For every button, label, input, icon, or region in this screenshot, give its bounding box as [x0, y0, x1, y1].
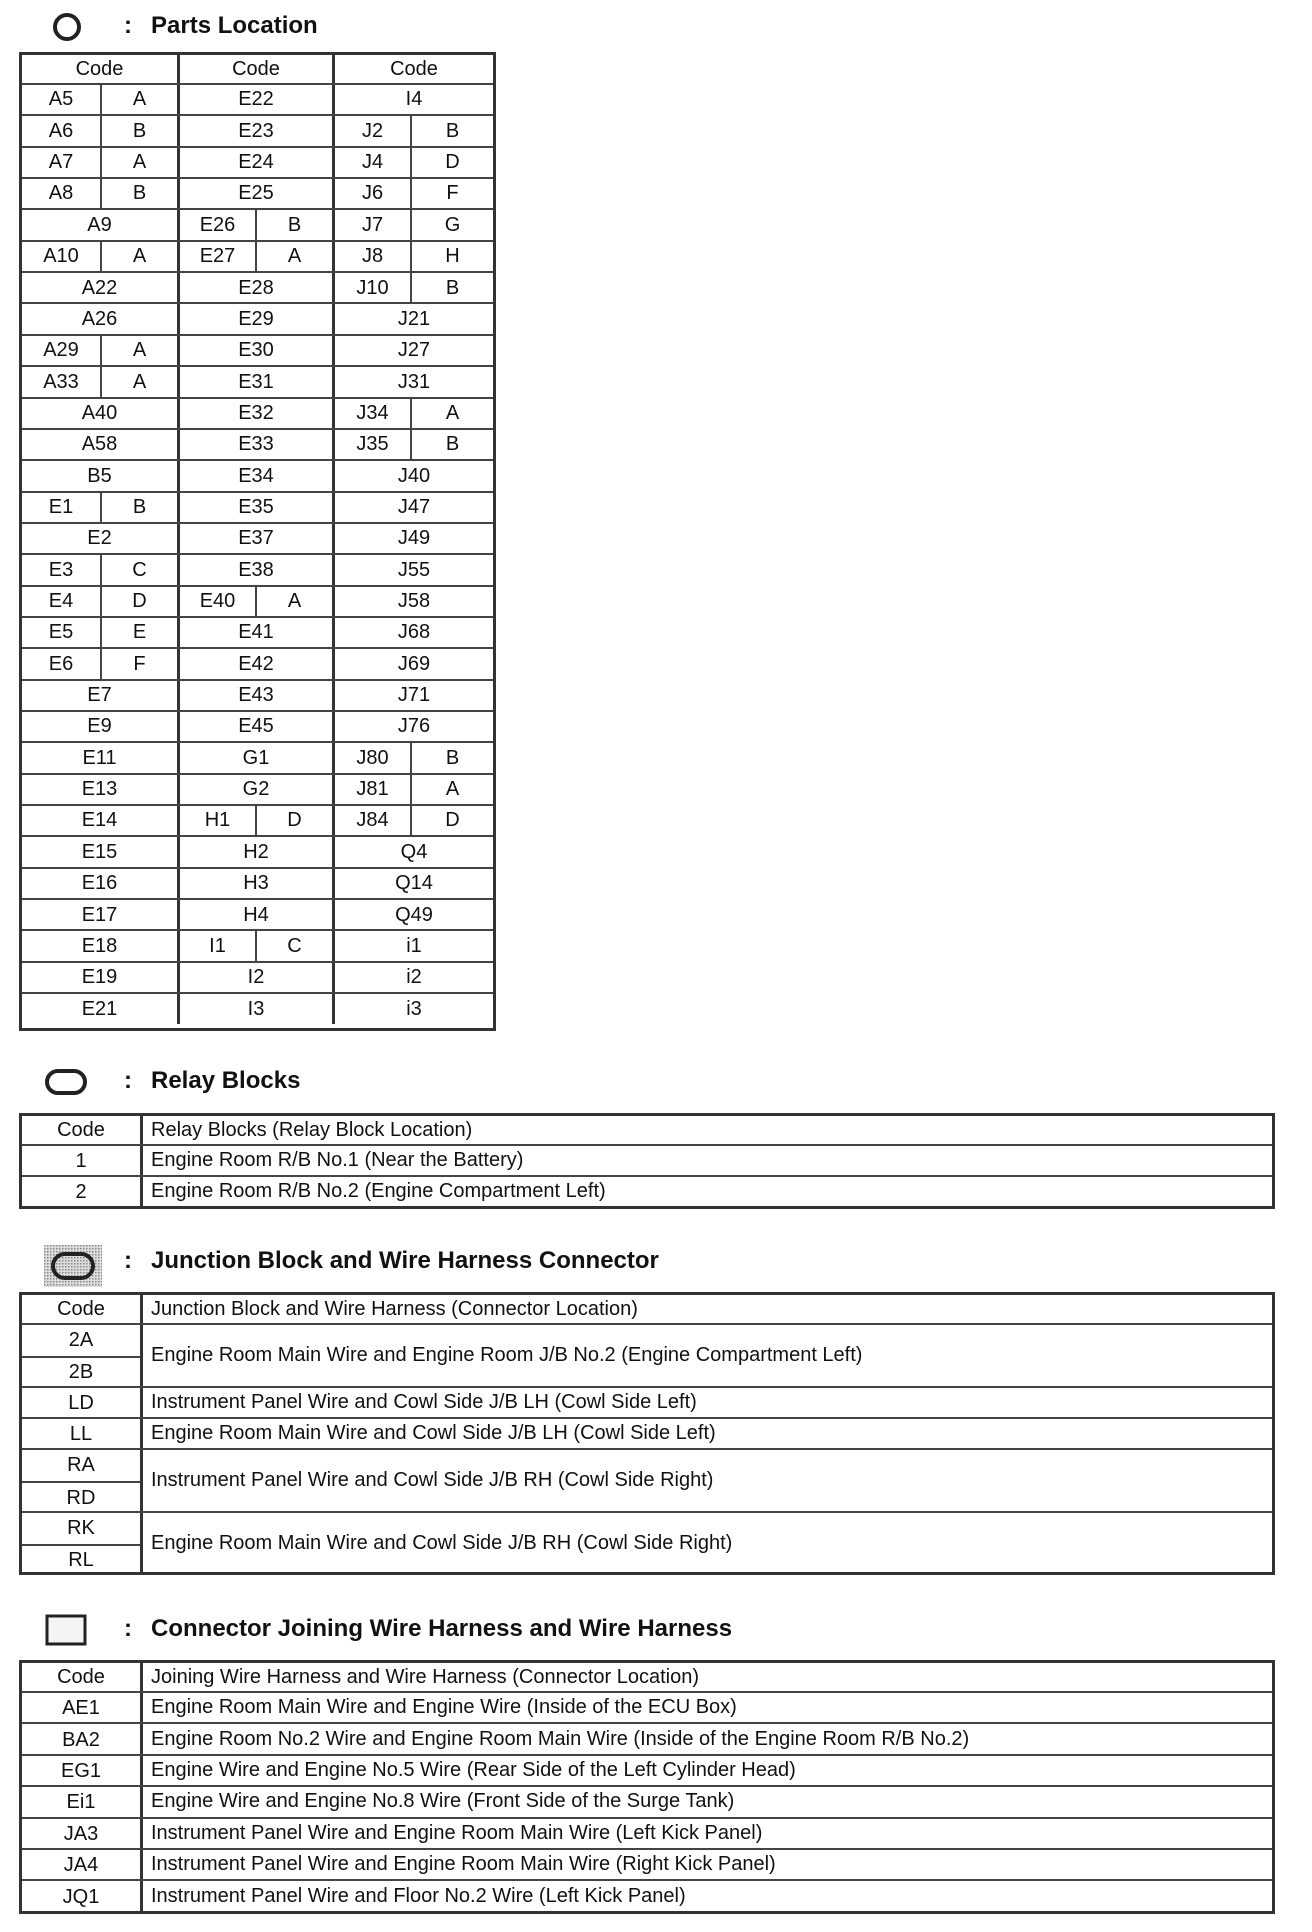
joining-row: [22, 1817, 1272, 1848]
connector-location-letter: B: [100, 179, 177, 209]
connector-code: E29: [177, 304, 332, 334]
location-description: Engine Room R/B No.1 (Near the Battery): [140, 1146, 1272, 1175]
connector-code: J10: [332, 273, 410, 303]
connector-code: E1: [48, 495, 74, 518]
parts-location-table: [19, 52, 496, 1031]
connector-code: I3: [177, 994, 332, 1024]
connector-code: E34: [177, 461, 332, 491]
connector-code: I1: [177, 931, 255, 961]
parts-row: [22, 961, 493, 993]
connector-code: E14: [81, 809, 118, 832]
connector-code: E24: [177, 148, 332, 178]
code-cell: BA2: [62, 1728, 100, 1751]
connector-code: A6: [48, 119, 74, 142]
junction-block-table: [19, 1292, 1275, 1575]
connector-code: E40: [177, 587, 255, 617]
connector-location-letter: G: [410, 210, 493, 240]
connector-location-letter: A: [100, 336, 177, 366]
connector-code: E23: [177, 116, 332, 146]
junction-title: Junction Block and Wire Harness Connector: [151, 1247, 659, 1274]
connector-code: E22: [177, 85, 332, 115]
connector-location-letter: F: [410, 179, 493, 209]
rounded-rect-icon: [44, 1067, 88, 1097]
connector-code: A8: [48, 182, 74, 205]
parts-row: [22, 710, 493, 742]
parts-row: [22, 679, 493, 711]
code-cell-group: [22, 1146, 140, 1175]
connector-code: E7: [87, 684, 112, 707]
connector-location-letter: A: [100, 85, 177, 115]
connector-code: E30: [177, 336, 332, 366]
parts-row: [22, 428, 493, 460]
square-icon: [44, 1613, 88, 1647]
parts-row: [22, 867, 493, 899]
connector-code: E11: [82, 746, 117, 769]
connector-code: E9: [87, 715, 112, 738]
connector-code: A22: [81, 276, 118, 299]
code-cell-group: [22, 1177, 140, 1206]
connector-code: E6: [48, 652, 74, 675]
junction-row: [22, 1448, 1272, 1511]
connector-code: E17: [81, 903, 118, 926]
junction-colon: :: [124, 1247, 132, 1274]
column-header: Code: [177, 55, 332, 83]
connector-location-letter: B: [410, 430, 493, 460]
parts-row: [22, 491, 493, 523]
connector-code: J84: [332, 806, 410, 836]
connector-code: H4: [177, 900, 332, 930]
connector-location-letter: A: [255, 242, 332, 272]
location-description: Instrument Panel Wire and Cowl Side J/B LH (Cowl Side Left): [140, 1388, 1272, 1417]
parts-header-row: [22, 55, 493, 83]
connector-code: Q49: [332, 900, 493, 930]
parts-row: [22, 616, 493, 648]
code-cell: JA3: [63, 1822, 99, 1845]
code-cell-group: [22, 1787, 140, 1816]
connector-location-letter: C: [100, 555, 177, 585]
joining-title: Connector Joining Wire Harness and Wire Harness: [151, 1615, 733, 1642]
connector-location-letter: A: [410, 775, 493, 805]
joining-connector-table: [19, 1660, 1275, 1914]
connector-code: A5: [48, 88, 74, 111]
connector-code: J7: [332, 210, 410, 240]
connector-code: A29: [43, 339, 79, 362]
connector-code: E13: [81, 778, 118, 801]
connector-code: H2: [177, 837, 332, 867]
connector-code: J47: [332, 493, 493, 523]
location-description: Engine Room Main Wire and Cowl Side J/B LH (Cowl Side Left): [140, 1419, 1272, 1448]
relay-row: [22, 1144, 1272, 1175]
connector-location-letter: B: [410, 116, 493, 146]
parts-row: [22, 208, 493, 240]
connector-code: J6: [332, 179, 410, 209]
parts-row: [22, 929, 493, 961]
connector-code: E38: [177, 555, 332, 585]
parts-row: [22, 898, 493, 930]
code-cell-group: [22, 1756, 140, 1785]
parts-row: [22, 334, 493, 366]
code-cell: 2A: [68, 1329, 94, 1352]
code-cell-group: [22, 1450, 140, 1511]
code-cell: 2B: [22, 1356, 140, 1387]
code-column-header: Code: [57, 1297, 105, 1320]
joining-header-row: [22, 1663, 1272, 1691]
connector-code: I4: [332, 85, 493, 115]
column-header: Code: [332, 55, 493, 83]
connector-code: E42: [177, 649, 332, 679]
parts-row: [22, 585, 493, 617]
parts-colon: :: [124, 12, 132, 39]
connector-code: J8: [332, 242, 410, 272]
connector-code: E45: [177, 712, 332, 742]
code-cell-group: [22, 1513, 140, 1574]
connector-code: J71: [332, 681, 493, 711]
connector-location-letter: A: [100, 242, 177, 272]
code-cell: JQ1: [62, 1885, 100, 1908]
location-description: Instrument Panel Wire and Floor No.2 Wire (Left Kick Panel): [140, 1881, 1272, 1910]
connector-location-letter: D: [410, 806, 493, 836]
relay-colon: :: [124, 1067, 132, 1094]
connector-location-letter: A: [255, 587, 332, 617]
code-cell: RA: [67, 1454, 95, 1477]
connector-location-letter: D: [255, 806, 332, 836]
connector-location-letter: D: [410, 148, 493, 178]
connector-code: J80: [332, 743, 410, 773]
connector-code: B5: [87, 464, 112, 487]
code-cell-group: [22, 1850, 140, 1879]
connector-code: A26: [81, 307, 118, 330]
location-description: Instrument Panel Wire and Cowl Side J/B RH (Cowl Side Right): [140, 1450, 1272, 1511]
connector-location-letter: D: [100, 587, 177, 617]
junction-row: [22, 1511, 1272, 1574]
code-cell: EG1: [60, 1759, 102, 1782]
code-cell: LL: [69, 1423, 93, 1446]
parts-row: [22, 992, 493, 1024]
code-cell-group: [22, 1325, 140, 1386]
code-cell: RL: [22, 1544, 140, 1575]
connector-code: Q14: [332, 869, 493, 899]
connector-code: J69: [332, 649, 493, 679]
connector-code: H1: [177, 806, 255, 836]
connector-code: A7: [48, 151, 74, 174]
connector-location-letter: A: [100, 148, 177, 178]
circle-icon: [48, 12, 86, 42]
junction-row: [22, 1323, 1272, 1386]
connector-code: J21: [332, 304, 493, 334]
location-description: Engine Room Main Wire and Engine Wire (Inside of the ECU Box): [140, 1693, 1272, 1722]
parts-row: [22, 177, 493, 209]
connector-code: E15: [81, 840, 118, 863]
connector-code: G1: [177, 743, 332, 773]
parts-row: [22, 146, 493, 178]
connector-code: Q4: [332, 837, 493, 867]
connector-code: J81: [332, 775, 410, 805]
connector-code: J49: [332, 524, 493, 554]
code-cell-group: [22, 1388, 140, 1417]
connector-code: H3: [177, 869, 332, 899]
junction-row: [22, 1386, 1272, 1417]
connector-code: J58: [332, 587, 493, 617]
connector-code: i3: [332, 994, 493, 1024]
code-cell-group: [22, 1724, 140, 1753]
location-description: Engine Room R/B No.2 (Engine Compartment Left): [140, 1177, 1272, 1206]
connector-code: J2: [332, 116, 410, 146]
shaded-rounded-rect-icon: [44, 1245, 102, 1287]
parts-row: [22, 271, 493, 303]
parts-title: Parts Location: [151, 12, 318, 39]
code-cell: Ei1: [66, 1791, 96, 1814]
code-cell-group: [22, 1819, 140, 1848]
joining-row: [22, 1785, 1272, 1816]
connector-code: E5: [48, 621, 74, 644]
location-column-header: Joining Wire Harness and Wire Harness (Connector Location): [140, 1663, 1272, 1691]
connector-code: E16: [81, 872, 118, 895]
connector-code: E25: [177, 179, 332, 209]
connector-location-letter: B: [100, 493, 177, 523]
code-cell-group: [22, 1881, 140, 1910]
connector-location-letter: B: [100, 116, 177, 146]
parts-row: [22, 804, 493, 836]
joining-row: [22, 1754, 1272, 1785]
location-description: Engine Wire and Engine No.5 Wire (Rear Side of the Left Cylinder Head): [140, 1756, 1272, 1785]
parts-row: [22, 647, 493, 679]
connector-code: J4: [332, 148, 410, 178]
location-column-header: Junction Block and Wire Harness (Connector Location): [140, 1295, 1272, 1323]
connector-code: E43: [177, 681, 332, 711]
connector-location-letter: A: [410, 399, 493, 429]
connector-code: J55: [332, 555, 493, 585]
connector-code: J31: [332, 367, 493, 397]
connector-location-letter: H: [410, 242, 493, 272]
parts-row: [22, 459, 493, 491]
connector-code: J27: [332, 336, 493, 366]
connector-location-letter: B: [410, 743, 493, 773]
connector-code: A58: [81, 433, 118, 456]
column-header: Code: [75, 57, 124, 80]
relay-header-row: [22, 1116, 1272, 1144]
code-column-header: Code: [57, 1118, 105, 1141]
parts-row: [22, 741, 493, 773]
connector-code: E27: [177, 242, 255, 272]
junction-row: [22, 1417, 1272, 1448]
connector-code: E37: [177, 524, 332, 554]
connector-location-letter: C: [255, 931, 332, 961]
connector-code: E31: [177, 367, 332, 397]
connector-code: A33: [43, 370, 79, 393]
connector-location-letter: B: [255, 210, 332, 240]
connector-code: E28: [177, 273, 332, 303]
connector-code: i2: [332, 963, 493, 993]
connector-code: E19: [81, 966, 118, 989]
connector-code: E32: [177, 399, 332, 429]
connector-code: A9: [87, 213, 112, 236]
joining-row: [22, 1722, 1272, 1753]
parts-row: [22, 835, 493, 867]
relay-title: Relay Blocks: [151, 1067, 301, 1094]
connector-code: E26: [177, 210, 255, 240]
relay-row: [22, 1175, 1272, 1206]
code-cell: RD: [22, 1481, 140, 1512]
location-description: Engine Wire and Engine No.8 Wire (Front Side of the Surge Tank): [140, 1787, 1272, 1816]
location-description: Engine Room No.2 Wire and Engine Room Main Wire (Inside of the Engine Room R/B No.2): [140, 1724, 1272, 1753]
location-description: Instrument Panel Wire and Engine Room Main Wire (Right Kick Panel): [140, 1850, 1272, 1879]
connector-location-letter: A: [100, 367, 177, 397]
code-cell: LD: [68, 1391, 94, 1414]
joining-row: [22, 1879, 1272, 1910]
connector-code: E4: [48, 590, 74, 613]
code-cell: AE1: [62, 1697, 100, 1720]
connector-code: A10: [43, 245, 79, 268]
connector-code: J35: [332, 430, 410, 460]
connector-code: E3: [48, 558, 74, 581]
connector-code: A40: [81, 401, 118, 424]
joining-row: [22, 1691, 1272, 1722]
code-cell: 2: [75, 1181, 87, 1203]
connector-code: J68: [332, 618, 493, 648]
code-cell: RK: [67, 1516, 95, 1539]
parts-row: [22, 553, 493, 585]
junction-header-row: [22, 1295, 1272, 1323]
connector-location-letter: B: [410, 273, 493, 303]
joining-row: [22, 1848, 1272, 1879]
parts-row: [22, 522, 493, 554]
code-cell: JA4: [63, 1854, 99, 1877]
parts-row: [22, 302, 493, 334]
connector-code: E35: [177, 493, 332, 523]
connector-code: E41: [177, 618, 332, 648]
connector-code: J40: [332, 461, 493, 491]
connector-code: E33: [177, 430, 332, 460]
location-description: Engine Room Main Wire and Cowl Side J/B RH (Cowl Side Right): [140, 1513, 1272, 1574]
relay-blocks-table: [19, 1113, 1275, 1209]
parts-row: [22, 365, 493, 397]
connector-location-letter: E: [100, 618, 177, 648]
location-column-header: Relay Blocks (Relay Block Location): [140, 1116, 1272, 1144]
connector-code: i1: [332, 931, 493, 961]
parts-row: [22, 83, 493, 115]
parts-row: [22, 240, 493, 272]
parts-row: [22, 773, 493, 805]
location-description: Instrument Panel Wire and Engine Room Main Wire (Left Kick Panel): [140, 1819, 1272, 1848]
connector-code: E21: [81, 997, 118, 1020]
code-cell-group: [22, 1419, 140, 1448]
parts-row: [22, 397, 493, 429]
connector-code: J76: [332, 712, 493, 742]
parts-row: [22, 114, 493, 146]
connector-code: J34: [332, 399, 410, 429]
joining-colon: :: [124, 1615, 132, 1642]
code-cell: 1: [75, 1150, 87, 1172]
connector-code: E18: [81, 934, 118, 957]
connector-code: I2: [177, 963, 332, 993]
code-column-header: Code: [57, 1665, 105, 1688]
connector-location-letter: F: [100, 649, 177, 679]
code-cell-group: [22, 1693, 140, 1722]
location-description: Engine Room Main Wire and Engine Room J/B No.2 (Engine Compartment Left): [140, 1325, 1272, 1386]
connector-code: G2: [177, 775, 332, 805]
connector-code: E2: [87, 527, 112, 550]
